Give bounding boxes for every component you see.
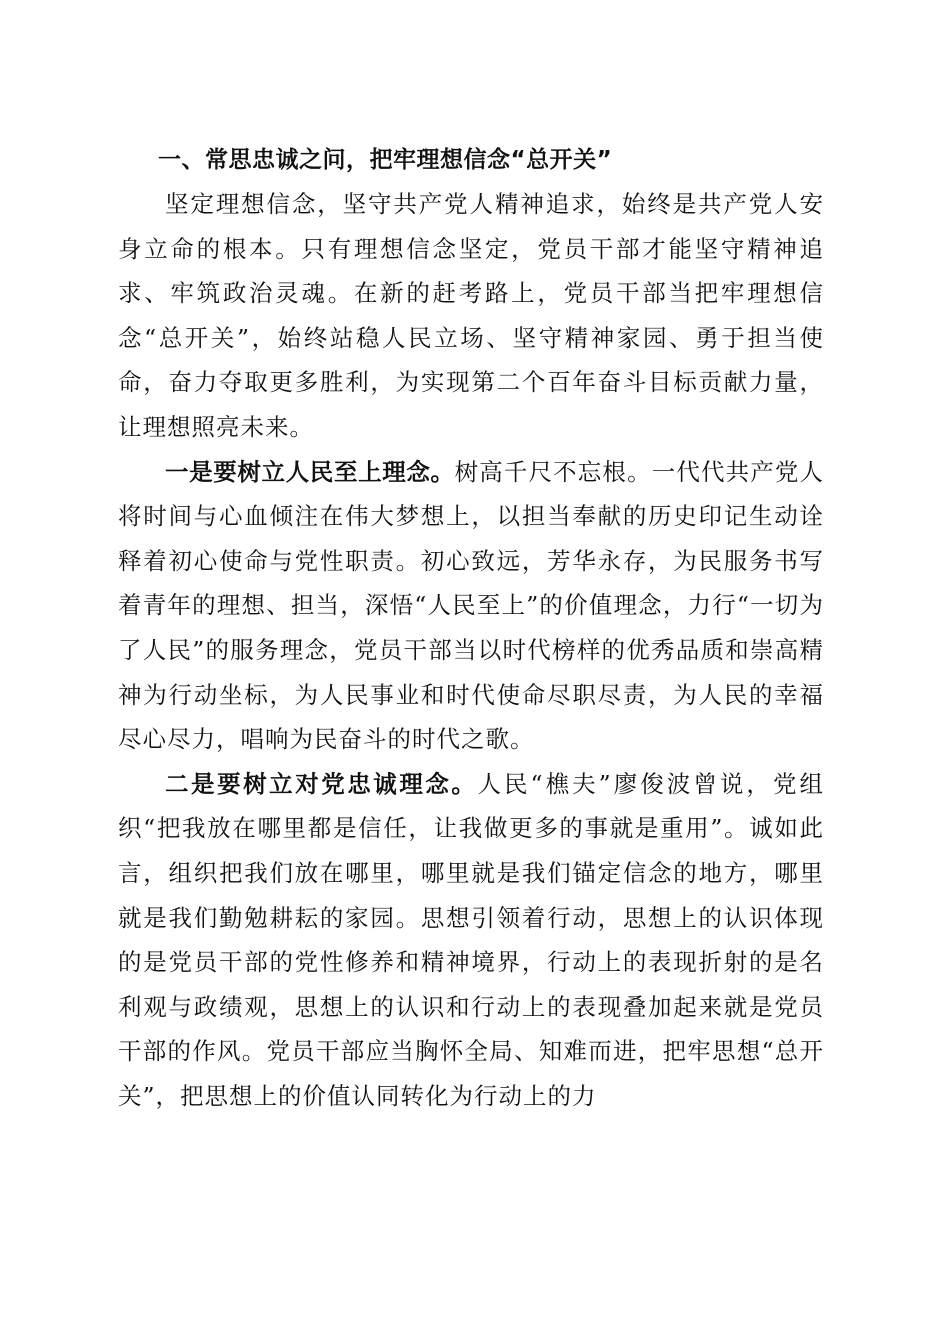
point-one-paragraph (118, 450, 824, 762)
intro-paragraph: 坚定理想信念，坚守共产党人精神追求，始终是共产党人安身立命的根本。只有理想信念坚定，党员干部才能坚守精神追求、牢筑政治灵魂。在新的赶考路上，党员干部当把牢理想信念“总开关”，始终站稳人民立场、坚守精神家园、勇于担当使命，奋力夺取更多胜利，为实现第二个百年奋斗目标贡献力量，让理想照亮未来。 (118, 190, 824, 441)
point-two-body: 人民“樵夫”廖俊波曾说，党组织“把我放在哪里都是信任，让我做更多的事就是重用”。诚如此言，组织把我们放在哪里，哪里就是我们锚定信念的地方，哪里就是我们勤勉耕耘的家园。思想引领着行动，思想上的认识体现的是党员干部的党性修养和精神境界，行动上的表现折射的是名利观与政绩观，思想上的认识和行动上的表现叠加起来就是党员干部的作风。党员干部应当胸怀全局、知难而进，把牢思想“总开关”，把思想上的价值认同转化为行动上的力 (118, 769, 825, 1110)
point-two-paragraph (118, 762, 824, 1119)
point-one-body: 树高千尺不忘根。一代代共产党人将时间与心血倾注在伟大梦想上，以担当奉献的历史印记生动诠释着初心使命与党性职责。初心致远，芳华永存，为民服务书写着青年的理想、担当，深悟“人民至上”的价值理念，力行“一切为了人民”的服务理念，党员干部当以时代榜样的优秀品质和崇高精神为行动坐标，为人民事业和时代使命尽职尽责，为人民的幸福尽心尽力，唱响为民奋斗的时代之歌。 (118, 457, 825, 754)
document-body (118, 138, 824, 1118)
point-two-lead: 二是要树立对党忠诚理念。 (165, 769, 478, 798)
point-one-lead: 一是要树立人民至上理念。 (165, 457, 455, 486)
section-heading: 一、常思忠诚之问，把牢理想信念“总开关” (158, 147, 613, 173)
